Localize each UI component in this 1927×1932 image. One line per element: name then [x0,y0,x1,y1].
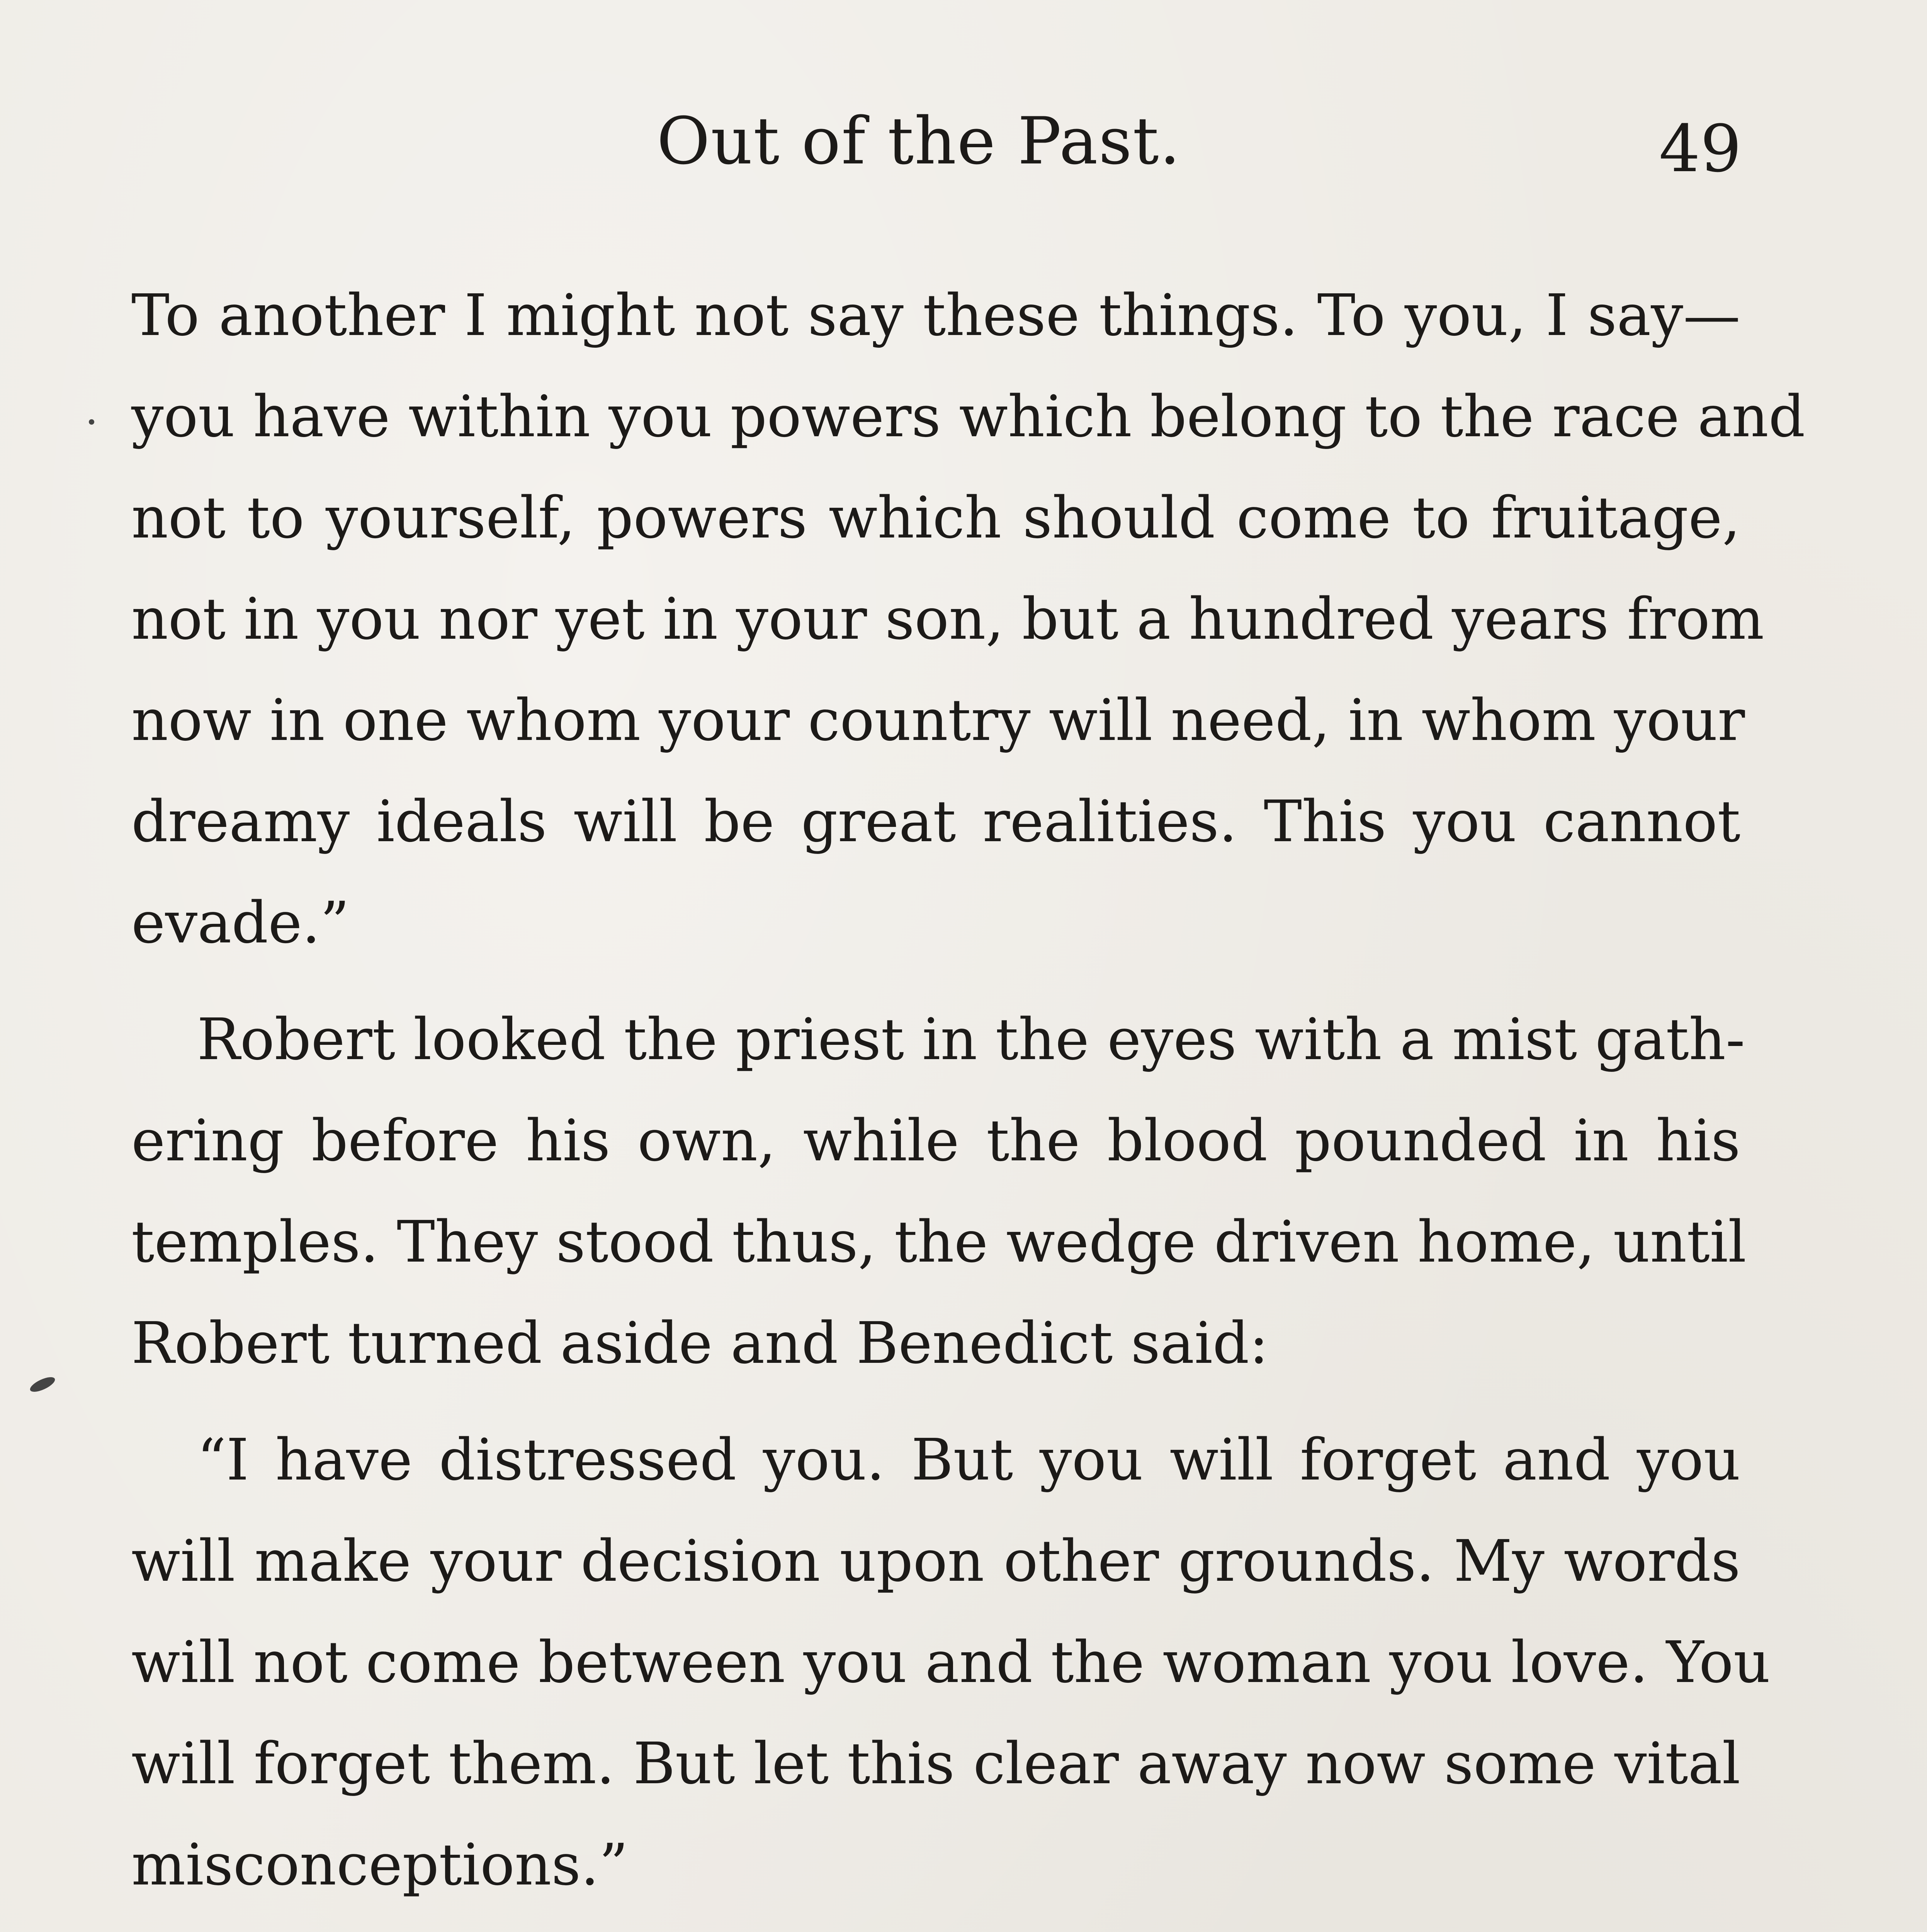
page-number: 49 [1659,111,1742,187]
text-line: temples. They stood thus, the wedge driven home, until [131,1209,1747,1275]
chapter-title: Out of the Past. [657,103,1181,179]
text-line: “I have distressed you. But you will forget and you [197,1427,1740,1493]
text-line: Robert looked the priest in the eyes with a mist gath- [197,1006,1745,1073]
text-line: Robert turned aside and Benedict said: [131,1310,1269,1376]
text-line: you have within you powers which belong to the race and [131,383,1805,450]
text-line: ering before his own, while the blood pounded in his [131,1107,1740,1174]
running-head [0,102,1927,187]
paper-speck [28,1374,57,1395]
paragraph-3 [131,1409,1771,1915]
body-text [131,265,1805,1932]
text-line: evade.” [131,889,350,956]
text-line: will make your decision upon other grounds. My words [131,1528,1740,1594]
text-line: will forget them. But let this clear away now some vital [131,1730,1740,1797]
text-line: not to yourself, powers which should come to fruitage, [131,485,1740,551]
text-line: misconceptions.” [131,1832,629,1898]
text-line: To another I might not say these things. To you, I say— [131,282,1740,349]
text-line: dreamy ideals will be great realities. This you cannot [131,788,1740,855]
paragraph-2 [131,989,1747,1394]
text-line: now in one whom your country will need, in whom your [131,687,1745,753]
text-line: not in you nor yet in your son, but a hundred years from [131,586,1764,652]
text-line: will not come between you and the woman you love. You [131,1629,1771,1696]
paragraph-1 [131,265,1805,973]
paper-speck [89,419,94,425]
